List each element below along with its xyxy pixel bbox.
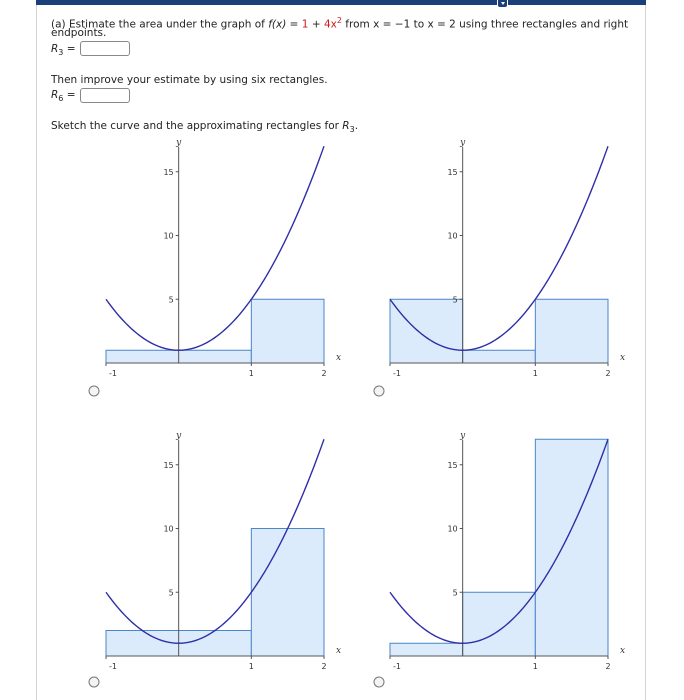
r3-answer-input[interactable] — [80, 41, 130, 56]
x-axis-label: x — [620, 646, 626, 656]
r6-letter: R — [51, 89, 59, 101]
question-text-suffix: from x = −1 to x = 2 using three rectangles and right — [341, 18, 629, 31]
sketch-text: Sketch the curve and the approximating rectangles for — [51, 120, 343, 132]
option-1-graph — [96, 135, 356, 400]
x-tick-label: 2 — [605, 369, 611, 378]
y-axis-label: y — [176, 138, 182, 148]
x-tick-label: -1 — [393, 369, 401, 378]
function-name: f(x) — [268, 18, 287, 31]
y-tick-label: 15 — [447, 167, 458, 177]
r6-answer-input[interactable] — [80, 88, 130, 103]
approx-rectangle — [251, 299, 324, 363]
y-tick-label: 5 — [452, 588, 458, 598]
x-tick-label: 1 — [532, 369, 538, 378]
plus-sign: + — [308, 18, 324, 31]
question-part-a — [51, 14, 628, 32]
x-tick-label: 1 — [248, 369, 254, 378]
expr-term: 4x — [323, 18, 337, 31]
y-axis-label: y — [176, 431, 182, 441]
x-tick-label: -1 — [393, 662, 401, 671]
sketch-subscript: 3 — [349, 125, 355, 135]
approx-rectangle — [463, 350, 536, 363]
collapse-toggle[interactable] — [497, 0, 508, 8]
x-tick-label: 2 — [605, 662, 611, 671]
option-2-graph — [380, 135, 640, 400]
r6-subscript: 6 — [58, 94, 64, 104]
x-tick-label: 2 — [321, 662, 327, 671]
x-axis-label: x — [620, 353, 626, 363]
question-part-a-line2: endpoints. — [51, 27, 107, 39]
expr-exponent: 2 — [336, 16, 342, 25]
approx-rectangle — [251, 529, 324, 657]
y-tick-label: 15 — [163, 460, 174, 470]
option-4-graph — [380, 428, 640, 693]
x-tick-label: 1 — [248, 662, 254, 671]
x-axis-label: x — [336, 353, 342, 363]
approx-rectangle — [535, 299, 608, 363]
approx-rectangle — [463, 592, 536, 656]
r3-label — [51, 43, 76, 59]
x-tick-label: -1 — [109, 662, 117, 671]
r6-label — [51, 89, 76, 105]
y-tick-label: 5 — [168, 295, 174, 305]
y-tick-label: 10 — [447, 524, 458, 534]
r3-letter: R — [51, 43, 59, 55]
sketch-instruction — [51, 120, 358, 136]
y-tick-label: 5 — [168, 588, 174, 598]
chevron-down-icon — [501, 2, 505, 5]
approx-rectangle — [390, 643, 463, 656]
y-tick-label: 15 — [447, 460, 458, 470]
x-axis-label: x — [336, 646, 342, 656]
y-tick-label: 15 — [163, 167, 174, 177]
y-tick-label: 5 — [452, 295, 458, 305]
question-header-bar — [36, 0, 646, 5]
approx-rectangle — [390, 299, 463, 363]
r3-equals: = — [63, 43, 76, 55]
expr-constant: 1 — [301, 18, 309, 31]
option-3-graph — [96, 428, 356, 693]
y-tick-label: 10 — [447, 231, 458, 241]
question-text: (a) Estimate the area under the graph of — [51, 18, 269, 31]
improve-text: Then improve your estimate by using six rectangles. — [51, 74, 328, 86]
y-tick-label: 10 — [163, 231, 174, 241]
x-tick-label: -1 — [109, 369, 117, 378]
sketch-period: . — [354, 120, 359, 132]
x-tick-label: 1 — [532, 662, 538, 671]
y-axis-label: y — [460, 431, 466, 441]
y-axis-label: y — [460, 138, 466, 148]
r6-equals: = — [63, 89, 76, 101]
sketch-r: R — [342, 120, 350, 132]
approx-rectangle — [535, 439, 608, 656]
equals-sign: = — [286, 18, 302, 31]
y-tick-label: 10 — [163, 524, 174, 534]
x-tick-label: 2 — [321, 369, 327, 378]
r3-subscript: 3 — [58, 48, 64, 58]
